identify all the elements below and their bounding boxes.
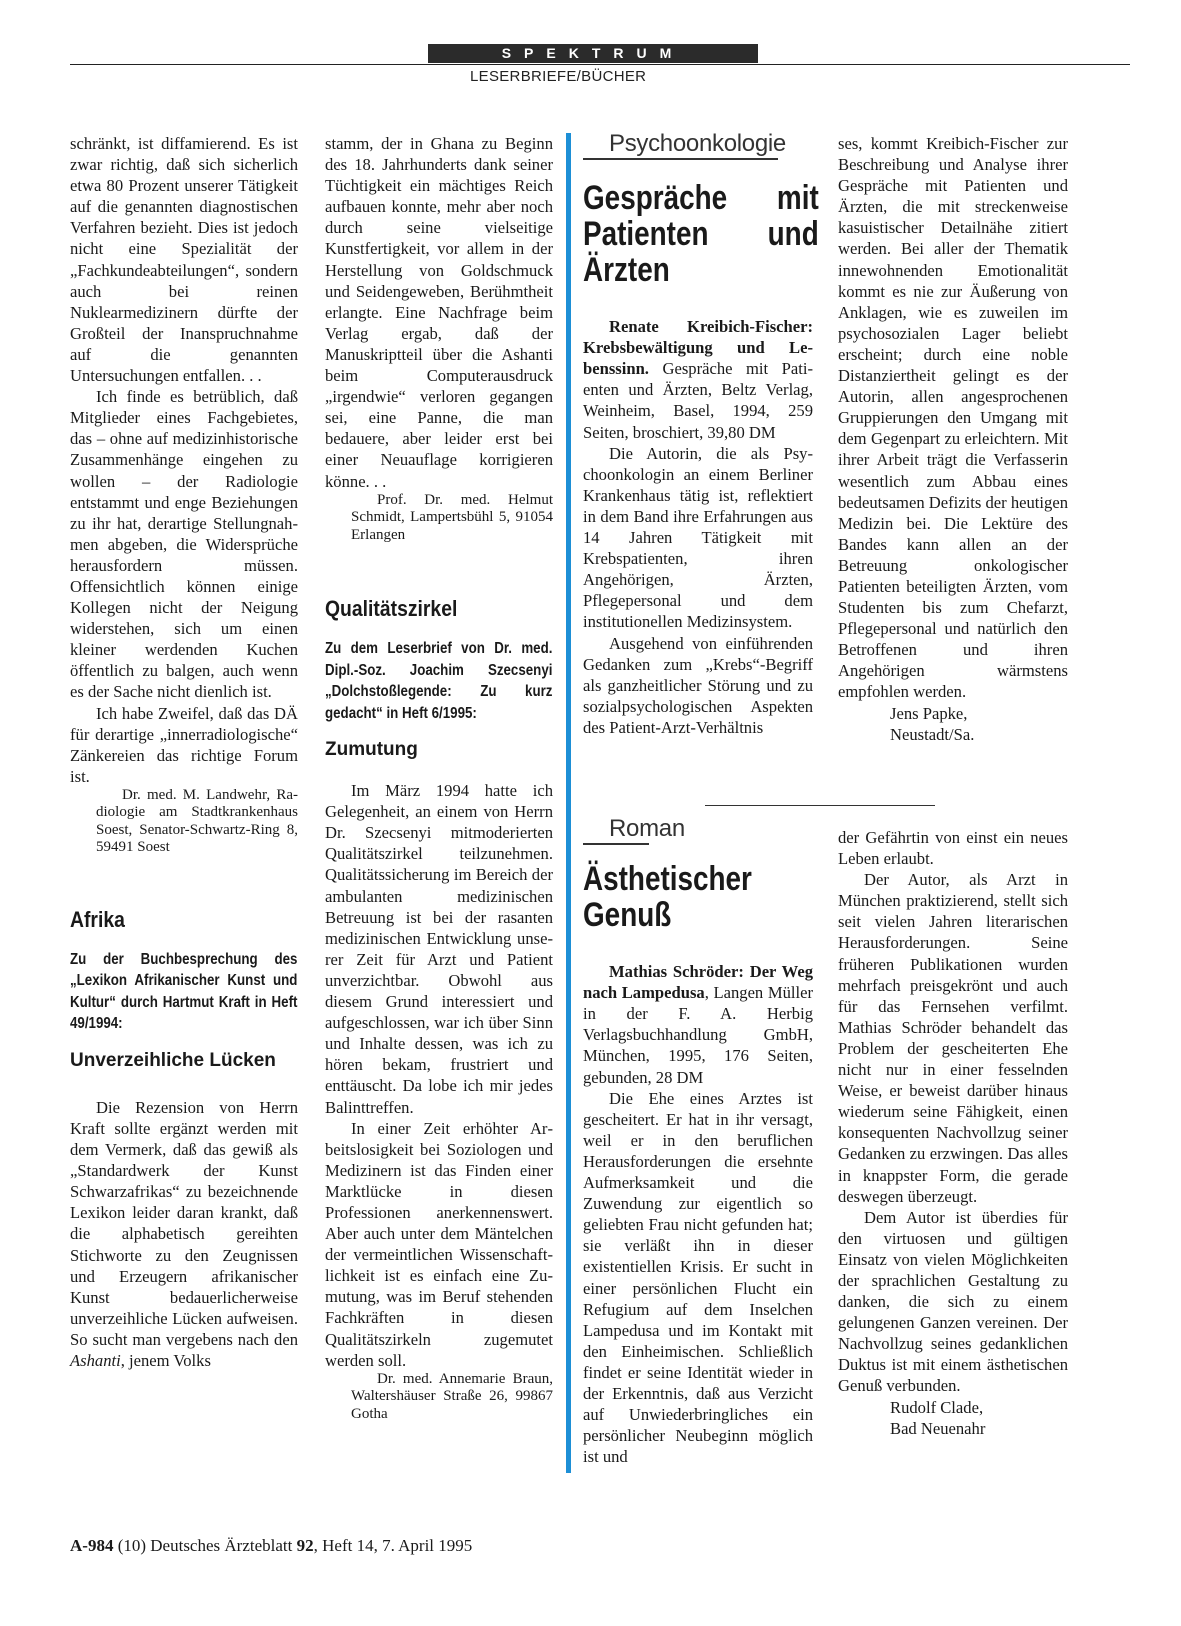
header-rule (70, 64, 1130, 65)
footer-volume: 92 (296, 1536, 314, 1555)
review-kicker-psychoonkologie: Psychoonkologie (609, 130, 786, 157)
paragraph: Ausgehend von einführenden Gedanken zum „Krebs“-Begriff als ganzheitlicher Störung und zu sozialpsychologischen Aspekten des Patient-Arzt-Verhältnis (583, 633, 813, 737)
column-4-lower (838, 827, 1068, 1439)
paragraph: schränkt, ist diffamierend. Es ist zwar richtig, daß sich sicherlich etwa 80 Prozent unserer Tätigkeit auf die genannten diagnostischen Verfahren bezieht. Dies ist jedoch nicht eine Spezialität der „Fachkundeabteilungen“, sondern auch bei reinen Nuklearmedizinern dürfte der Großteil der Inanspruchnahme auf die genannten Untersuchungen entfallen. . . (70, 134, 298, 386)
review-kicker-roman: Roman (609, 815, 685, 842)
review-signature-place: Bad Neuenahr (890, 1418, 986, 1438)
subsection-label: LESERBRIEFE/BÜCHER (470, 68, 647, 85)
letter-heading-luecken: Unverzeihliche Lücken (70, 1049, 276, 1071)
review-signature-name: Jens Papke, (890, 703, 968, 723)
paragraph: Die Rezension von Herrn Kraft sollte ergänzt werden mit dem Vermerk, daß das gewiß als „Standardwerk der Kunst Schwarzafrikas“ zu bezeichnende Lexikon leider daran krankt, daß die alphabetisch gereihten Stichworte zu den Zeugnissen und Erzeugern afrikanischer Kunst bedauerlicherweise unverzeihliche Lücken aufweisen. So sucht man vergebens nach den Ashanti, jenem Volks (70, 1097, 298, 1371)
footer-issue: , Heft 14, 7. April 1995 (313, 1536, 473, 1555)
review-title-gespraeche: Gespräche mit Patienten und Ärzten (583, 179, 819, 290)
paragraph: stamm, der in Ghana zu Beginn des 18. Jahrhunderts dank seiner Tüchtigkeit ein mächtiges Reich aufbauen konnte, mehr aber noch durch seine vielseitige Kunstfertigkeit, vor allem in der Herstellung von Goldschmuck und Seidengeweben, Berühmtheit erlangte. Eine Nachfrage beim Verlag ergab, daß der Manuskriptteil über die Ashanti beim Computerausdruck „irgendwie“ verloren gegangen sei, eine Panne, die man bedauere, aber leider erst bei einer Neuauflage korrigieren könne. . . (325, 134, 553, 491)
paragraph: Der Autor, als Arzt in München praktizierend, stellt sich seit vielen Jahren literarischen Herausforderungen. Seine früheren Publikationen wurden mehrfach preisgekrönt und auch für das Fernsehen verfilmt. Mathias Schröder behandelt das Problem der gescheiterten Ehe nicht nur in einer fesselnden Weise, er beweist darüber hinaus wiederum seine Fähigkeit, einen konsequenten Nachvollzug seiner Gedanken zu erzwingen. Das alles in knappster Form, die gerade deswegen überzeugt. (838, 870, 1068, 1206)
paragraph: Ich habe Zweifel, daß das DÄ für derartige „innerradiologische“ Zänkereien das richtige Forum ist. (70, 703, 298, 786)
review-title-aesthetischer-genuss: Ästhetischer Genuß (583, 860, 752, 935)
bibliography: Renate Kreibich-Fischer: Krebsbewältigung und Lebenssinn. Gespräche mit Patienten und Ärzten, Beltz Verlag, Weinheim, Basel, 1994, 259 Seiten, broschiert, 39,80 DM (583, 317, 813, 442)
page-number: A-984 (70, 1536, 114, 1555)
section-banner: SPEKTRUM (428, 44, 758, 63)
article-subheading: Zu dem Leserbrief von Dr. med. Dipl.-Soz. Joachim Szecsenyi „Dolchstoßlegende: Zu kurz gedacht“ in Heft 6/1995: (325, 640, 553, 722)
paragraph: der Gefährtin von einst ein neues Leben erlaubt. (838, 828, 1068, 869)
review-signature-place: Neustadt/Sa. (890, 724, 975, 744)
italic-term: Ashanti (70, 1351, 121, 1371)
paragraph: Dem Autor ist überdies für den virtuosen und gültigen Einsatz von vielen Möglichkeiten der sprachlichen Gestaltung zu danken, die sich zu einem gelungenen Ganzen vereinen. Der Nachvollzug seines gedanklichen Duktus ist mit einem ästhetischen Genuß verbunden. (838, 1207, 1068, 1396)
paragraph: Die Ehe eines Arztes ist gescheitert. Er hat in ihr versagt, weil er in den beruflichen Herausforderungen die ersehnte Aufmerksamkeit und die Zuwendung zur eigentlich so geliebten Frau nicht gefunden hat; sie verläßt ihn in dieser existentiellen Krisis. Er sucht in einer persönlichen Flucht ein Refugium auf dem Inselchen Lampedusa und im Kontakt mit den Einheimischen. Schließlich findet er seine Identität wieder in der Erkenntnis, daß aus Verzicht auf Unwiederbringliches ein persönlicher Neubeginn möglich ist und (583, 1088, 813, 1467)
column-2 (325, 133, 553, 1423)
paragraph: Die Autorin, die als Psychoonkologin an einem Berliner Krankenhaus tätig ist, reflektiert in dem Band ihre Erfahrungen aus 14 Jahren Tätigkeit mit Krebspatienten, ihren Angehörigen, Ärzten, Pflegepersonal und dem institutionellen Medizinsystem. (583, 443, 813, 632)
paragraph: In einer Zeit erhöhter Arbeitslosigkeit bei Soziologen und Medizinern ist das Finden einer Marktlücke in diesen Professionen anerkennenswert. Aber auch unter dem Mäntelchen der vermeintlichen Wissenschaftlichkeit ist es einfach eine Zumutung, was im Beruf stehenden Fachkräften in diesen Qualitätszirkeln zugemutet werden soll. (325, 1118, 553, 1370)
letter-signature: Dr. med. M. Landwehr, Radiologie am Stadtkrankenhaus Soest, Senator-Schwartz-Ring 8, 59491 Soest (96, 786, 298, 856)
section-divider (705, 805, 935, 806)
page-footer (70, 1536, 472, 1556)
paragraph: Ich finde es betrüblich, daß Mitglieder eines Fachgebietes, das – ohne auf medizinhistorische Zusammenhänge eingehen zu wollen – der Radiologie entstammt und enge Beziehungen zu ihr hat, derartige Stellungnahmen abgeben, die Widersprüche herausfordern müssen. Offensichtlich können einige Kollegen nicht der Neigung widerstehen, sich um einen kleiner werdenden Kuchen öffentlich zu balgen, auch wenn es der Sache nicht dienlich ist. (70, 387, 298, 702)
letter-signature: Prof. Dr. med. Helmut Schmidt, Lampertsbühl 5, 91054 Erlangen (351, 491, 553, 543)
column-4 (838, 133, 1068, 745)
paragraph: ses, kommt Kreibich-Fischer zur Beschreibung und Analyse ihrer Gespräche mit Patienten und Ärzten, die mit streckenweise kasuistischer Detailnähe zitiert werden. Bei aller der Thematik innewohnenden Emotionalität kommt es nie zur Äußerung von Anklagen, wie es zuweilen im psychosozialen Lager beliebt erscheint; durch eine noble Distanziertheit gelingt es der Autorin, allen angesprochenen Gruppierungen den Umgang mit dem Gegenpart zu erleichtern. Mit ihrer Arbeit trägt die Verfasserin wesentlich zum Abbau eines bedeutsamen Defizits der heutigen Medizin bei. Die Lektüre des Bandes kann allen an der Betreuung onkologischer Patienten beteiligten Ärzten, vom Studenten bis zum Chefarzt, Pflegepersonal und natürlich den Betroffenen und ihren Angehörigen wärmstens empfohlen werden. (838, 134, 1068, 702)
article-heading-afrika: Afrika (70, 906, 125, 932)
article-subheading: Zu der Buchbesprechung des „Lexikon Afrikanischer Kunst und Kultur“ durch Hartmut Kraft in Heft 49/1994: (70, 950, 298, 1033)
accent-bar (566, 133, 571, 1473)
column-3-lower (583, 815, 813, 1467)
column-1 (70, 133, 298, 1371)
paragraph: Im März 1994 hatte ich Gelegenheit, an einem von Herrn Dr. Szecsenyi mitmoderierten Qualitätszirkel teilzunehmen. Qualitätssicherung im Bereich der ambulanten medizinischen Betreuung ist bei der rasanten medizinischen Entwicklung unserer Zeit für Arzt und Patient unverzichtbar. Obwohl aus diesem Grund interessiert und aufgeschlossen, war ich über Sinn und Inhalte dessen, was ich zu hören bekam, frustriert und enttäuscht. Da lobe ich mir jedes Balinttreffen. (325, 781, 553, 1117)
letter-signature: Dr. med. Annemarie Braun, Waltershäuser Straße 26, 99867 Gotha (351, 1370, 553, 1422)
article-heading-qualitaetszirkel: Qualitätszirkel (325, 596, 458, 622)
letter-heading-zumutung: Zumutung (325, 739, 418, 761)
bibliography: Mathias Schröder: Der Weg nach Lampedusa, Langen Müller in der F. A. Herbig Verlagsbuchhandlung GmbH, München, 1995, 176 Seiten, gebunden, 28 DM (583, 962, 813, 1087)
review-signature-name: Rudolf Clade, (890, 1397, 984, 1417)
footer-journal: (10) Deutsches Ärzteblatt (113, 1536, 297, 1555)
column-3 (583, 130, 819, 738)
